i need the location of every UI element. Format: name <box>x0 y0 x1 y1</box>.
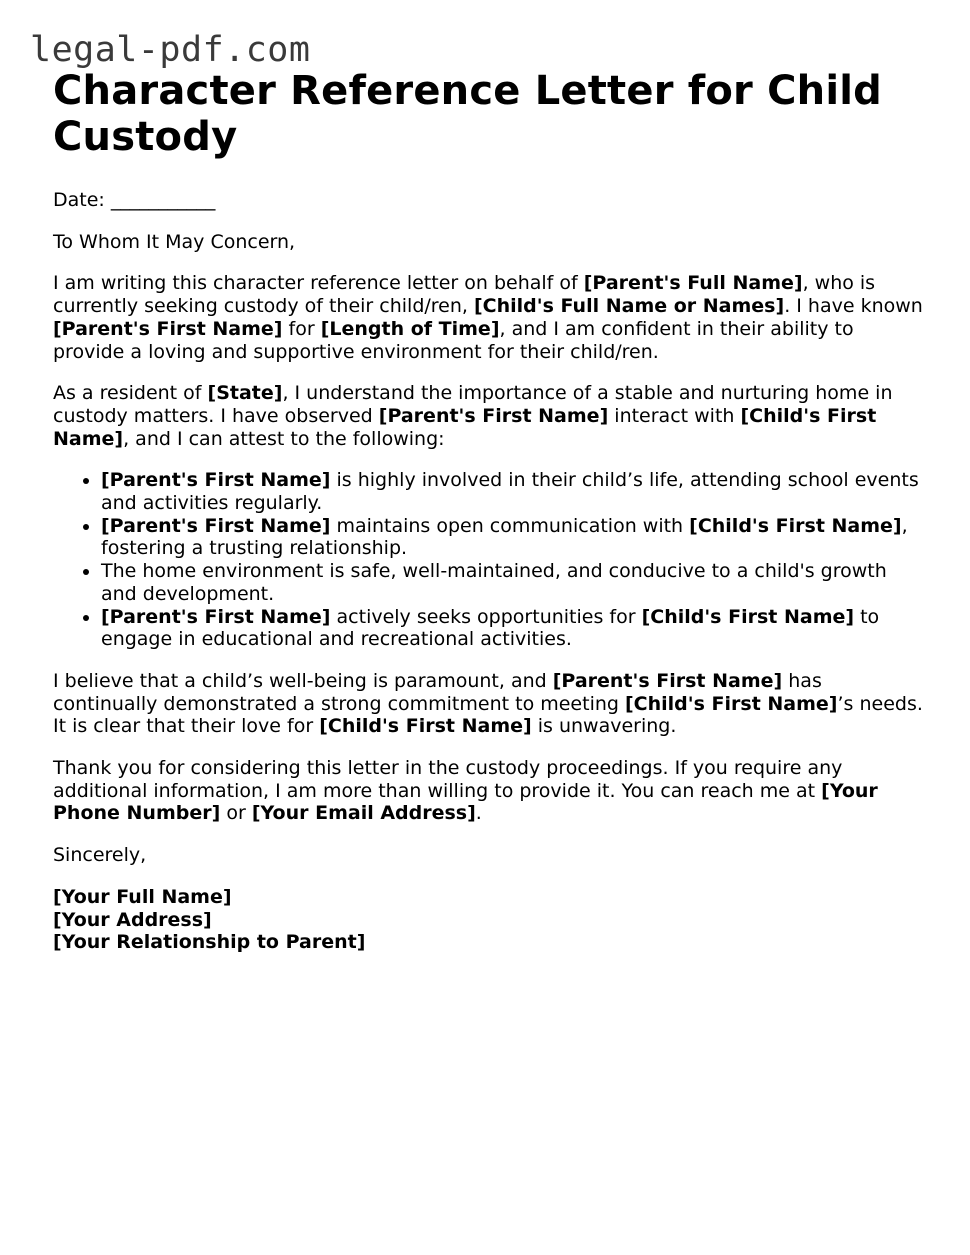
list-item: • The home environment is safe, well-maintained, and conducive to a child's growth and development. <box>101 560 923 605</box>
paragraph-commitment: I believe that a child’s well-being is paramount, and [Parent's First Name] has continually demonstrated a strong commitment to meeting [Child's First Name]’s needs. It is clear that their love for [Child's First Name] is unwavering. <box>53 669 923 738</box>
list-item: • [Parent's First Name] maintains open communication with [Child's First Name], fostering a trusting relationship. <box>101 515 923 560</box>
paragraph-observation: As a resident of [State], I understand the importance of a stable and nurturing home in custody matters. I have observed [Parent's First Name] interact with [Child's First Name], and I can attest to the following: <box>53 382 893 450</box>
signature-name: [Your Full Name] <box>53 885 232 908</box>
placeholder-child-first-name: [Child's First Name] <box>53 404 877 450</box>
placeholder-child-full-names: [Child's Full Name or Names] <box>474 295 785 318</box>
letter-title: Character Reference Letter for Child Custody <box>53 68 882 160</box>
date-line: Date: ___________ <box>53 189 216 211</box>
signature-relationship: [Your Relationship to Parent] <box>53 931 366 954</box>
greeting: To Whom It May Concern, <box>53 230 296 253</box>
placeholder-parent-first-name: [Parent's First Name] <box>378 404 609 427</box>
signature-block <box>53 886 923 954</box>
placeholder-state: [State] <box>207 382 283 405</box>
placeholder-parent-full-name: [Parent's Full Name] <box>583 272 803 295</box>
paragraph-introduction: I am writing this character reference letter on behalf of [Parent's Full Name], who is currently seeking custody of their child/ren, [Child's Full Name or Names]. I have known [Parent's First Name] for [Length of Time], and I am confident in their ability to provide a loving and supportive environment for their child/ren. <box>53 272 923 363</box>
placeholder-length-of-time: [Length of Time] <box>320 317 500 340</box>
placeholder-parent-first-name: [Parent's First Name] <box>53 317 283 340</box>
watermark-logo: legal-pdf.com <box>30 30 311 70</box>
paragraph-contact: Thank you for considering this letter in the custody proceedings. If you require any additional information, I am more than willing to provide it. You can reach me at [Your Phone Number] or [Your Email Address]. <box>53 757 878 825</box>
closing: Sincerely, <box>53 844 147 867</box>
letter-document <box>53 68 923 954</box>
list-item: • [Parent's First Name] is highly involved in their child’s life, attending school events and activities regularly. <box>101 469 923 514</box>
placeholder-email-address: [Your Email Address] <box>251 802 476 825</box>
list-item: • [Parent's First Name] actively seeks opportunities for [Child's First Name] to engage in educational and recreational activities. <box>101 606 923 651</box>
placeholder-phone-number: [Your Phone Number] <box>53 779 878 825</box>
signature-address: [Your Address] <box>53 908 212 931</box>
attestation-list <box>53 469 923 651</box>
